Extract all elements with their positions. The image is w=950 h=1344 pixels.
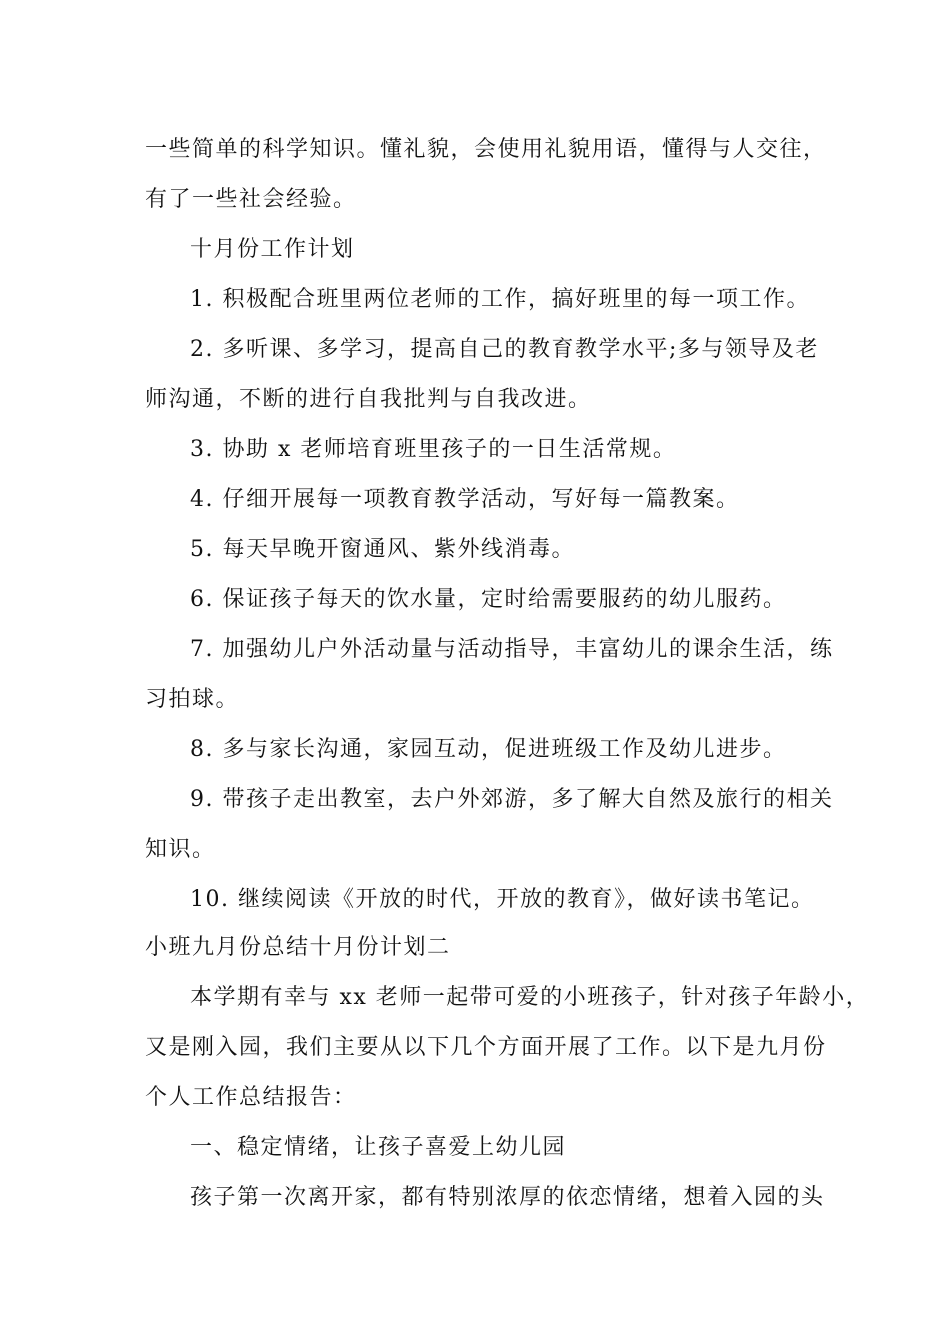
list-item: 3. 协助 x 老师培育班里孩子的一日生活常规。 [190, 437, 677, 462]
text-line: 一些简单的科学知识。懂礼貌，会使用礼貌用语，懂得与人交往， [145, 137, 827, 162]
list-item: 7. 加强幼儿户外活动量与活动指导，丰富幼儿的课余生活，练 [190, 637, 834, 662]
text-line: 师沟通，不断的进行自我批判与自我改进。 [145, 387, 592, 412]
paragraph-line: 本学期有幸与 xx 老师一起带可爱的小班孩子，针对孩子年龄小， [190, 985, 870, 1010]
section-heading: 一、稳定情绪，让孩子喜爱上幼儿园 [190, 1135, 567, 1160]
list-item: 4. 仔细开展每一项教育教学活动，写好每一篇教案。 [190, 487, 740, 512]
list-item: 5. 每天早晚开窗通风、紫外线消毒。 [190, 537, 575, 562]
text-line: 知识。 [145, 837, 216, 862]
text-line: 习拍球。 [145, 687, 240, 712]
document-title: 小班九月份总结十月份计划二 [145, 935, 451, 960]
section-heading: 十月份工作计划 [190, 237, 355, 262]
list-item: 8. 多与家长沟通，家园互动，促进班级工作及幼儿进步。 [190, 737, 787, 762]
paragraph-line: 孩子第一次离开家，都有特别浓厚的依恋情绪，想着入园的头 [190, 1185, 825, 1210]
paragraph-line: 又是刚入园，我们主要从以下几个方面开展了工作。以下是九月份 [145, 1035, 827, 1060]
list-item: 9. 带孩子走出教室，去户外郊游，多了解大自然及旅行的相关 [190, 787, 834, 812]
text-line: 有了一些社会经验。 [145, 187, 357, 212]
paragraph-line: 个人工作总结报告： [145, 1085, 357, 1110]
list-item: 1. 积极配合班里两位老师的工作，搞好班里的每一项工作。 [190, 287, 810, 312]
list-item: 10. 继续阅读《开放的时代，开放的教育》，做好读书笔记。 [190, 887, 815, 912]
list-item: 2. 多听课、多学习，提高自己的教育教学水平;多与领导及老 [190, 337, 819, 362]
list-item: 6. 保证孩子每天的饮水量，定时给需要服药的幼儿服药。 [190, 587, 787, 612]
